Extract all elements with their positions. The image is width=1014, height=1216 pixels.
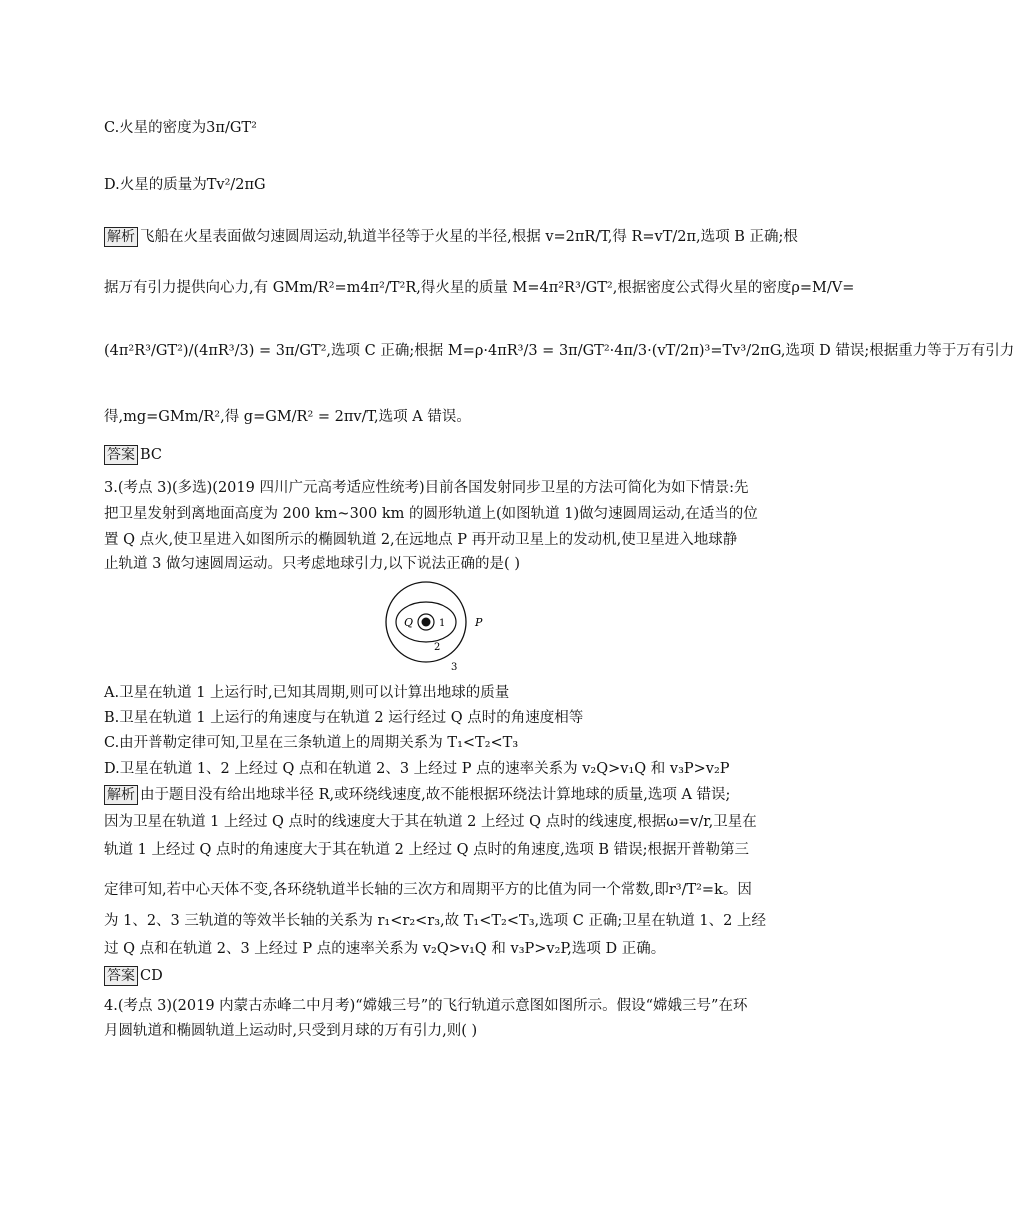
- answer-line-q2: [104, 445, 764, 465]
- question-4-line-2: 月圆轨道和椭圆轨道上运动时,只受到月球的万有引力,则( ): [104, 1023, 478, 1039]
- answer-value: BC: [140, 447, 163, 463]
- label-p: P: [475, 616, 483, 629]
- earth-icon: [422, 618, 431, 627]
- answer-tag: 答案: [104, 966, 138, 986]
- question-3-option-d: D.卫星在轨道 1、2 上经过 Q 点和在轨道 2、3 上经过 P 点的速率关系为 v₂Q>v₁Q 和 v₃P>v₂P: [104, 761, 730, 777]
- label-orbit-3: 3: [451, 662, 458, 673]
- question-3-line-4: 止轨道 3 做匀速圆周运动。只考虑地球引力,以下说法正确的是( ): [104, 556, 520, 572]
- question-3-line-3: 置 Q 点火,使卫星进入如图所示的椭圆轨道 2,在远地点 P 再开动卫星上的发动机,使卫星进入地球静: [104, 532, 738, 548]
- question-3-line-1: 3.(考点 3)(多选)(2019 四川广元高考适应性统考)目前各国发射同步卫星的方法可简化为如下情景:先: [104, 480, 749, 496]
- analysis-block-1-line-2: 据万有引力提供向心力,有 GMm/R²=m4π²/T²R,得火星的质量 M=4π²R³/GT²,根据密度公式得火星的密度ρ=M/V=: [104, 280, 855, 296]
- question-3-option-b: B.卫星在轨道 1 上运行的角速度与在轨道 2 运行经过 Q 点时的角速度相等: [104, 710, 584, 726]
- analysis-block-2-line-5: 为 1、2、3 三轨道的等效半长轴的关系为 r₁<r₂<r₃,故 T₁<T₂<T₃,选项 C 正确;卫星在轨道 1、2 上经: [104, 913, 766, 929]
- analysis-block-2-line-2: 因为卫星在轨道 1 上经过 Q 点时的线速度大于其在轨道 2 上经过 Q 点时的线速度,根据ω=v/r,卫星在: [104, 814, 757, 830]
- analysis-block-1-line-4: 得,mg=GMm/R²,得 g=GM/R² = 2πv/T,选项 A 错误。: [104, 409, 471, 425]
- analysis-block-1-line-3: (4π²R³/GT²)/(4πR³/3) = 3π/GT²,选项 C 正确;根据 M=ρ·4πR³/3 = 3π/GT²·4π/3·(vT/2π)³=Tv³/2πG,选项 D 错误;根据重力等于万有引力: [104, 343, 1014, 359]
- analysis-tag: 解析: [104, 785, 138, 805]
- analysis-block-2-line-3: 轨道 1 上经过 Q 点时的角速度大于其在轨道 2 上经过 Q 点时的角速度,选项 B 错误;根据开普勒第三: [104, 842, 749, 858]
- label-orbit-2: 2: [434, 642, 441, 653]
- analysis-text: 飞船在火星表面做匀速圆周运动,轨道半径等于火星的半径,根据 v=2πR/T,得 R=vT/2π,选项 B 正确;根: [140, 229, 798, 245]
- option-c: C.火星的密度为3π/GT²: [104, 120, 257, 136]
- question-3-option-a: A.卫星在轨道 1 上运行时,已知其周期,则可以计算出地球的质量: [104, 685, 510, 701]
- answer-value: CD: [140, 968, 163, 984]
- question-4-line-1: 4.(考点 3)(2019 内蒙古赤峰二中月考)“嫦娥三号”的飞行轨道示意图如图所示。假设“嫦娥三号”在环: [104, 998, 748, 1014]
- answer-tag: 答案: [104, 445, 138, 465]
- analysis-block-2-line-6: 过 Q 点和在轨道 2、3 上经过 P 点的速率关系为 v₂Q>v₁Q 和 v₃P>v₂P,选项 D 正确。: [104, 941, 666, 957]
- analysis-block-2-line-4: 定律可知,若中心天体不变,各环绕轨道半长轴的三次方和周期平方的比值为同一个常数,即r³/T²=k。因: [104, 882, 752, 898]
- label-orbit-1: 1: [439, 618, 446, 629]
- question-3-option-c: C.由开普勒定律可知,卫星在三条轨道上的周期关系为 T₁<T₂<T₃: [104, 735, 519, 751]
- analysis-text: 由于题目没有给出地球半径 R,或环绕线速度,故不能根据环绕法计算地球的质量,选项 A 错误;: [140, 787, 731, 803]
- orbit-diagram: [376, 580, 486, 672]
- analysis-block-1-line-1: [104, 227, 798, 247]
- option-d: D.火星的质量为Tv²/2πG: [104, 177, 266, 193]
- question-3-line-2: 把卫星发射到离地面高度为 200 km~300 km 的圆形轨道上(如图轨道 1)做匀速圆周运动,在适当的位: [104, 506, 758, 522]
- answer-line-q3: [104, 966, 764, 986]
- analysis-tag: 解析: [104, 227, 138, 247]
- label-q: Q: [404, 616, 414, 629]
- analysis-block-2-line-1: [104, 785, 764, 805]
